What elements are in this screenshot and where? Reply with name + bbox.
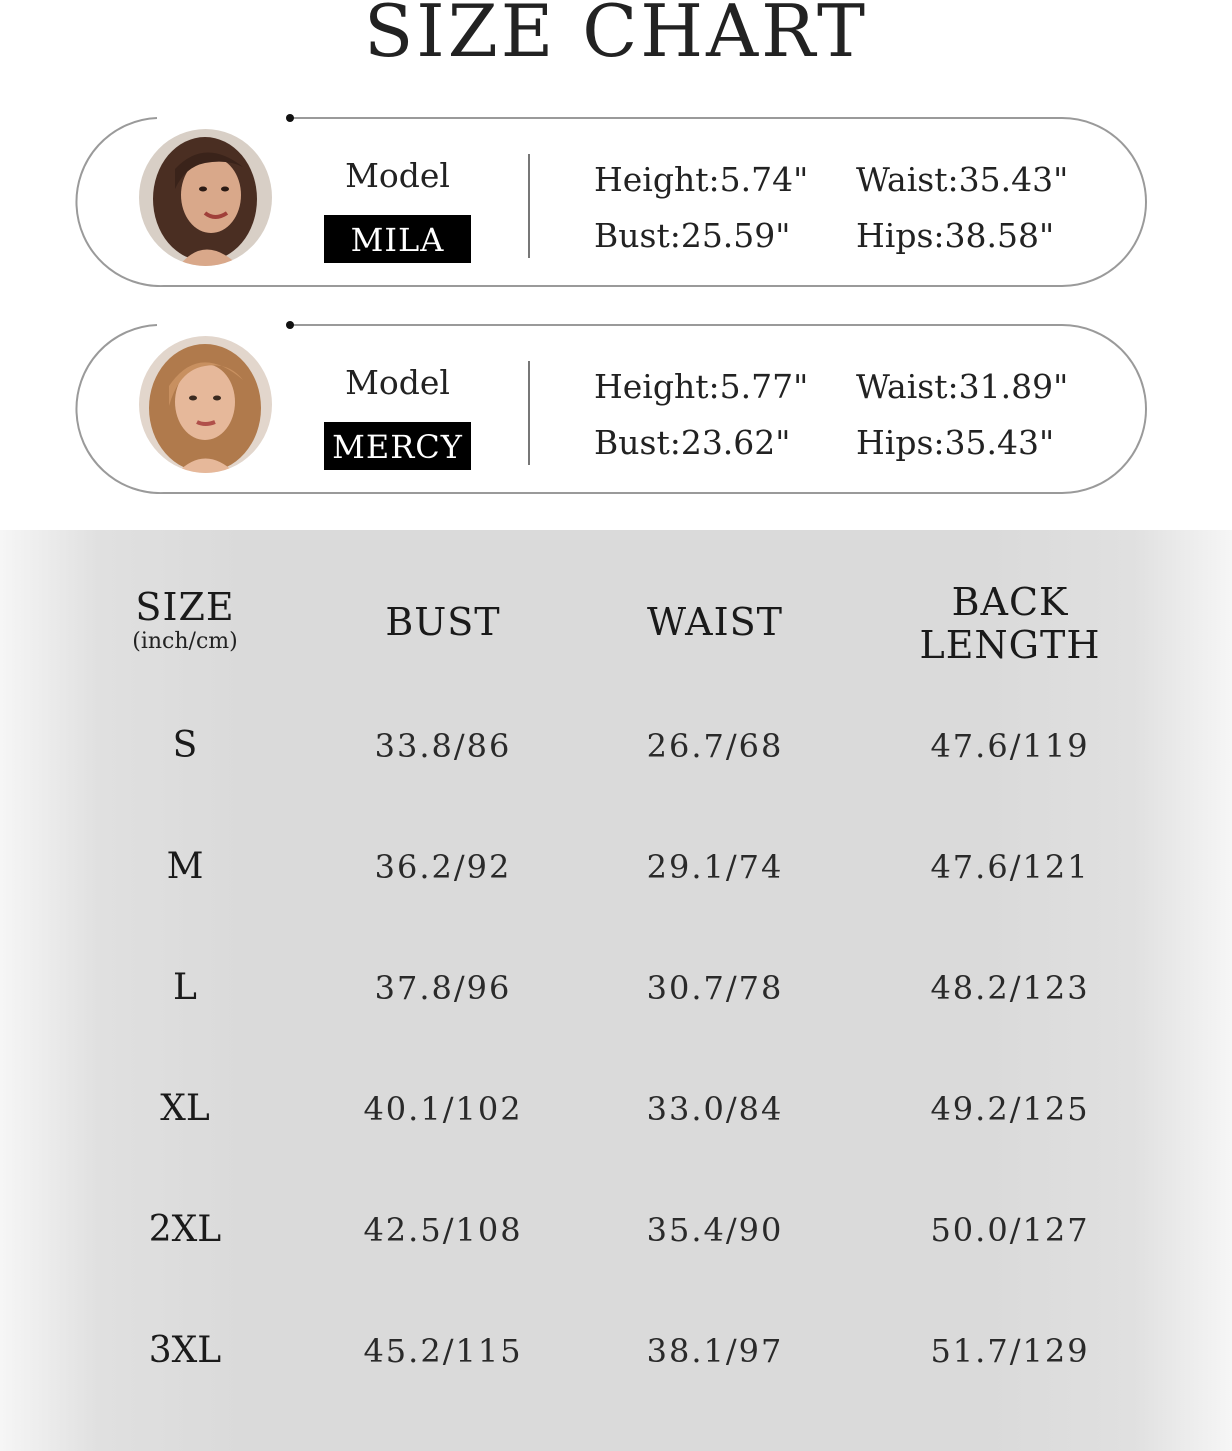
size-label: M [166, 846, 204, 887]
card-divider [528, 154, 530, 258]
header-back-length: LENGTH [919, 623, 1101, 667]
back-length-value: 49.2/125 [930, 1090, 1090, 1128]
back-length-value: 51.7/129 [930, 1332, 1090, 1370]
header-waist: WAIST [647, 600, 783, 644]
waist-value: 38.1/97 [646, 1332, 784, 1370]
bust-value: 33.8/86 [374, 727, 512, 765]
model-name-badge: MILA [324, 215, 471, 263]
bust-value: 45.2/115 [363, 1332, 523, 1370]
size-label: L [173, 967, 197, 1008]
bust-value: 36.2/92 [374, 848, 512, 886]
size-table [0, 530, 1232, 1451]
model-height: Height:5.77" [594, 367, 809, 406]
size-label: 2XL [148, 1209, 222, 1250]
header-size-unit: (inch/cm) [132, 629, 238, 654]
model-bust: Bust:25.59" [594, 216, 791, 255]
card-divider [528, 361, 530, 465]
model-height: Height:5.74" [594, 160, 809, 199]
back-length-value: 47.6/121 [930, 848, 1090, 886]
model-hips: Hips:38.58" [856, 216, 1055, 255]
back-length-value: 50.0/127 [930, 1211, 1090, 1249]
header-bust: BUST [385, 600, 501, 644]
header-back-length: BACK [951, 580, 1069, 624]
header-size: SIZE [135, 585, 235, 629]
waist-value: 35.4/90 [646, 1211, 784, 1249]
model-hips: Hips:35.43" [856, 423, 1055, 462]
back-length-value: 47.6/119 [930, 727, 1090, 765]
model-label: Model [345, 363, 450, 402]
size-label: S [172, 725, 198, 766]
bust-value: 37.8/96 [374, 969, 512, 1007]
waist-value: 29.1/74 [646, 848, 784, 886]
model-card-mercy [0, 319, 1232, 489]
waist-value: 30.7/78 [646, 969, 784, 1007]
page-title: SIZE CHART [363, 0, 869, 73]
size-label: XL [160, 1088, 210, 1129]
model-waist: Waist:35.43" [856, 160, 1069, 199]
model-card-mila [0, 112, 1232, 282]
model-waist: Waist:31.89" [856, 367, 1069, 406]
model-photo-mercy [139, 336, 272, 473]
back-length-value: 48.2/123 [930, 969, 1090, 1007]
bust-value: 42.5/108 [363, 1211, 523, 1249]
model-bust: Bust:23.62" [594, 423, 791, 462]
waist-value: 33.0/84 [646, 1090, 784, 1128]
model-photo-mila [139, 129, 272, 266]
bust-value: 40.1/102 [363, 1090, 523, 1128]
waist-value: 26.7/68 [646, 727, 784, 765]
size-label: 3XL [148, 1330, 222, 1371]
model-label: Model [345, 156, 450, 195]
model-name-badge: MERCY [324, 422, 471, 470]
